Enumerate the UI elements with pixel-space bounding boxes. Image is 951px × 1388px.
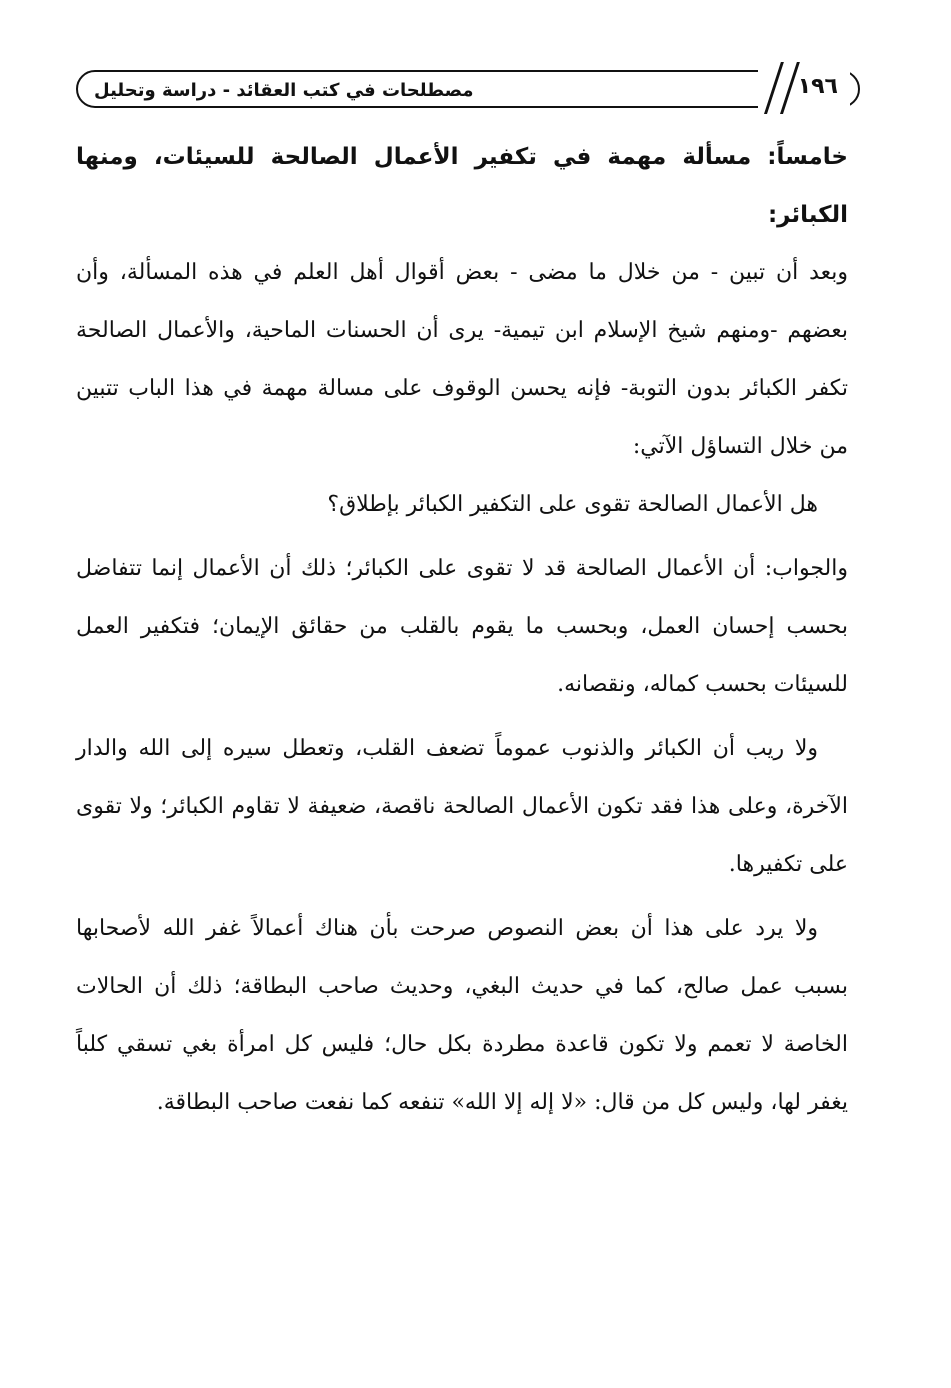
- question-paragraph: هل الأعمال الصالحة تقوى على التكفير الكبائر بإطلاق؟: [327, 492, 818, 517]
- paragraph: وبعد أن تبين - من خلال ما مضى - بعض أقوال أهل العلم في هذه المسألة، وأن بعضهم -ومنهم شيخ الإسلام ابن تيمية- يرى أن الحسنات الماحية، والأعمال الصالحة تكفر الكبائر بدون التوبة- فإنه يحسن الوقوف على مسالة مهمة في هذا الباب تتبين من خلال التساؤل الآتي:: [76, 260, 848, 459]
- paragraph: ولا يرد على هذا أن بعض النصوص صرحت بأن هناك أعمالاً غفر الله لأصحابها بسبب عمل صالح، كما في حديث البغي، وحديث صاحب البطاقة؛ ذلك أن الحالات الخاصة لا تعمم ولا تكون قاعدة مطردة بكل حال؛ فليس كل امرأة بغي تسقي كلباً يغفر لها، وليس كل من قال: «لا إله إلا الله» تنفعه كما نفعت صاحب البطاقة.: [76, 916, 848, 1115]
- paragraph: ولا ريب أن الكبائر والذنوب عموماً تضعف القلب، وتعطل سيره إلى الله والدار الآخرة، وعلى هذا فقد تكون الأعمال الصالحة ناقصة، ضعيفة لا تقاوم الكبائر؛ ولا تقوى على تكفيرها.: [76, 736, 848, 877]
- page-number: ١٩٦: [797, 74, 838, 99]
- paragraph: والجواب: أن الأعمال الصالحة قد لا تقوى على الكبائر؛ ذلك أن الأعمال إنما تتفاضل بحسب إحسان العمل، وبحسب ما يقوم بالقلب من حقائق الإيمان؛ فتكفير العمل للسيئات بحسب كماله، ونقصانه.: [76, 556, 848, 697]
- running-title: مصطلحات في كتب العقائد - دراسة وتحليل: [94, 80, 474, 101]
- section-heading: خامساً: مسألة مهمة في تكفير الأعمال الصالحة للسيئات، ومنها الكبائر:: [76, 144, 848, 228]
- page-header: [76, 62, 860, 114]
- body-text: [76, 128, 848, 1132]
- page-number-box: [758, 62, 850, 114]
